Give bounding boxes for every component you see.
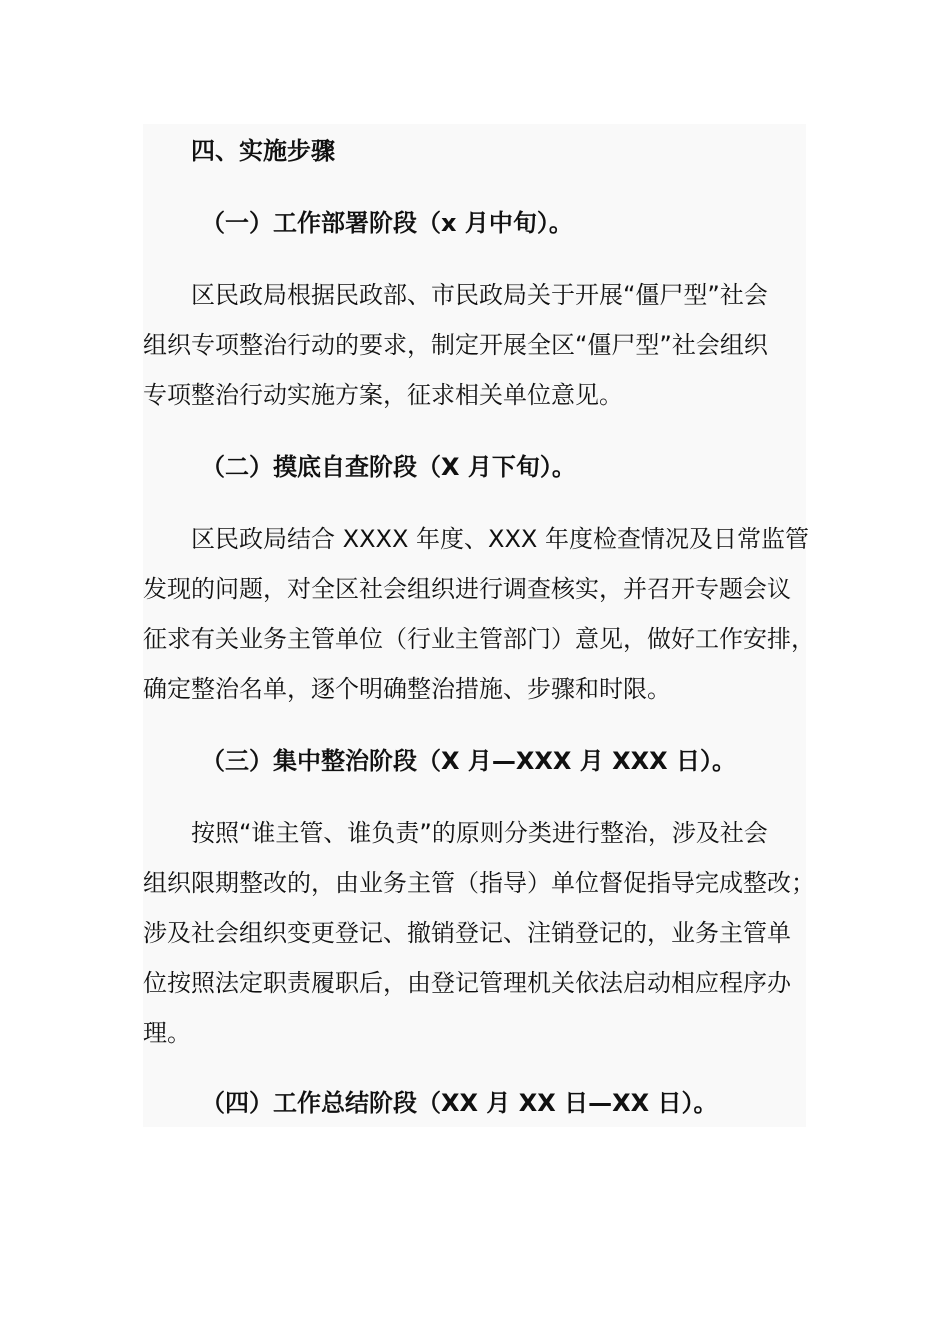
document-page <box>143 124 815 1127</box>
step3-para-line-1: 按照“谁主管、谁负责”的原则分类进行整治，涉及社会 <box>191 819 768 847</box>
step3-para-line-5: 理。 <box>143 1019 191 1047</box>
step1-para-line-3: 专项整治行动实施方案，征求相关单位意见。 <box>143 381 623 409</box>
step3-heading: （三）集中整治阶段（X 月—XXX 月 XXX 日）。 <box>201 747 736 775</box>
step2-heading: （二）摸底自查阶段（X 月下旬）。 <box>201 453 576 481</box>
step3-para-line-2: 组织限期整改的，由业务主管（指导）单位督促指导完成整改； <box>143 869 815 897</box>
step3-para-line-3: 涉及社会组织变更登记、撤销登记、注销登记的，业务主管单 <box>143 919 791 947</box>
step1-para-line-1: 区民政局根据民政部、市民政局关于开展“僵尸型”社会 <box>191 281 768 309</box>
step2-para-line-2: 发现的问题，对全区社会组织进行调查核实，并召开专题会议 <box>143 575 791 603</box>
section-heading: 四、实施步骤 <box>191 137 335 165</box>
step1-heading: （一）工作部署阶段（x 月中旬）。 <box>201 209 573 237</box>
step2-para-line-3: 征求有关业务主管单位（行业主管部门）意见，做好工作安排， <box>143 625 815 653</box>
step3-para-line-4: 位按照法定职责履职后，由登记管理机关依法启动相应程序办 <box>143 969 791 997</box>
step2-para-line-1: 区民政局结合 XXXX 年度、XXX 年度检查情况及日常监管 <box>191 525 809 553</box>
step4-heading: （四）工作总结阶段（XX 月 XX 日—XX 日）。 <box>201 1089 718 1117</box>
step1-para-line-2: 组织专项整治行动的要求，制定开展全区“僵尸型”社会组织 <box>143 331 768 359</box>
step2-para-line-4: 确定整治名单，逐个明确整治措施、步骤和时限。 <box>143 675 671 703</box>
